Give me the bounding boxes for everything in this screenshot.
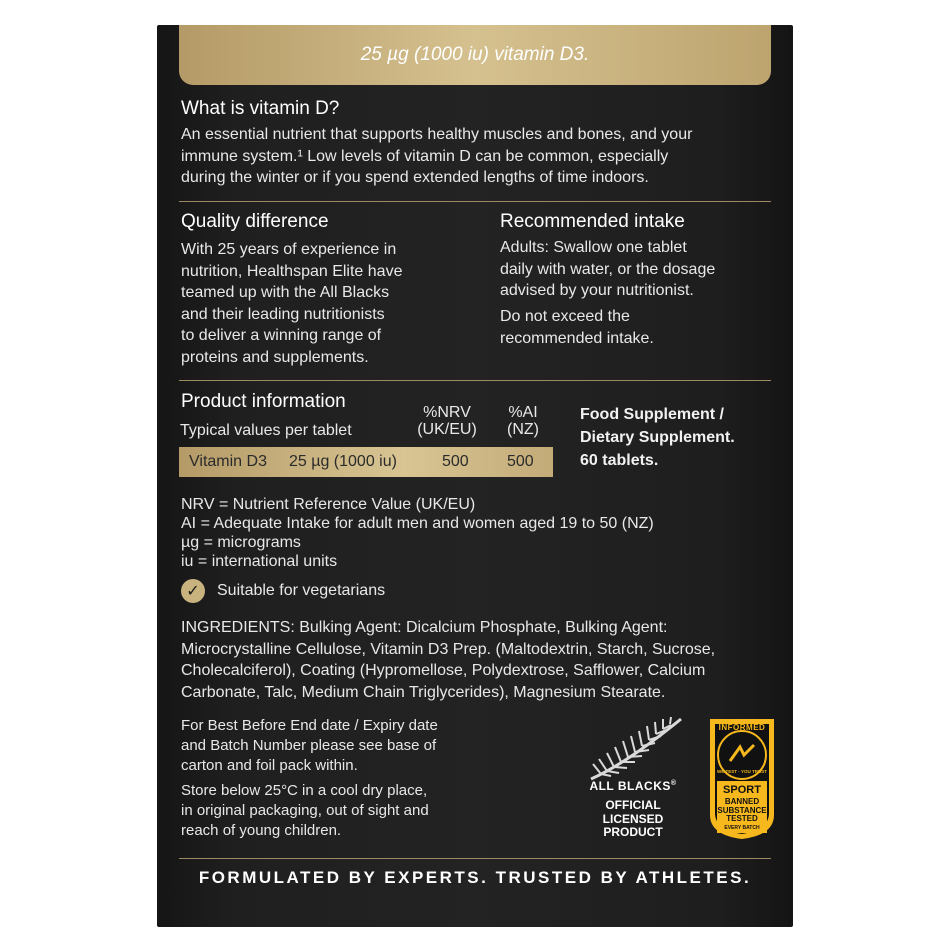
license-line: LICENSED xyxy=(602,811,664,826)
sport-label: SPORT xyxy=(723,784,761,796)
nrv-header-line: %NRV xyxy=(423,404,471,421)
quality-text xyxy=(181,239,402,368)
informed-label: INFORMED xyxy=(718,723,766,732)
best-before-note xyxy=(181,716,438,776)
quality-line: to deliver a winning range of xyxy=(181,327,382,344)
silver-fern-icon xyxy=(577,715,689,783)
storage-line: Store below 25°C in a cool dry place, xyxy=(181,782,428,799)
definition-line: µg = micrograms xyxy=(181,534,301,551)
quality-line: proteins and supplements. xyxy=(181,348,369,366)
all-blacks-name: ALL BLACKS xyxy=(589,779,671,793)
vitamin-name: Vitamin D3 xyxy=(189,453,267,470)
vitamin-nrv: 500 xyxy=(442,453,469,470)
intake-heading: Recommended intake xyxy=(500,211,685,232)
supplement-line: 60 tablets. xyxy=(580,452,659,469)
nrv-header-line: (UK/EU) xyxy=(417,421,477,438)
vitamin-ai: 500 xyxy=(507,453,534,470)
vegetarian-label: Suitable for vegetarians xyxy=(217,582,386,600)
what-line: An essential nutrient that supports healthy muscles and bones, and your xyxy=(181,126,693,143)
quality-heading: Quality difference xyxy=(181,211,329,232)
ai-header-line: (NZ) xyxy=(507,421,539,438)
intake-line: advised by your nutritionist. xyxy=(500,282,694,299)
best-before-line: and Batch Number please see base of xyxy=(181,737,437,754)
ai-header-line: %AI xyxy=(508,404,538,421)
license-line: PRODUCT xyxy=(603,825,663,839)
supplement-info xyxy=(580,403,735,472)
intake-warning xyxy=(500,306,654,349)
ingredients-line: Cholecalciferol), Coating (Hypromellose, Polydextrose, Safflower, Calcium xyxy=(181,662,706,679)
definitions xyxy=(181,495,654,571)
definition-line: NRV = Nutrient Reference Value (UK/EU) xyxy=(181,496,476,513)
what-line: immune system.¹ Low levels of vitamin D can be common, especially xyxy=(181,147,669,165)
intake-text xyxy=(500,237,715,302)
quality-line: nutrition, Healthspan Elite have xyxy=(181,262,403,280)
vegetarian-note xyxy=(181,579,385,603)
quality-line: and their leading nutritionists xyxy=(181,305,385,323)
vitamin-row xyxy=(179,447,553,477)
ingredients xyxy=(181,617,715,703)
all-blacks-logo xyxy=(577,715,689,845)
quality-line: With 25 years of experience in xyxy=(181,241,397,258)
best-before-line: carton and foil pack within. xyxy=(181,757,358,774)
footer-tagline: FORMULATED BY EXPERTS. TRUSTED BY ATHLETES. xyxy=(198,868,752,887)
registered-mark: ® xyxy=(670,780,677,787)
ingredients-line: Microcrystalline Cellulose, Vitamin D3 Prep. (Maltodextrin, Starch, Sucrose, xyxy=(181,640,716,658)
ai-column-header xyxy=(497,404,549,438)
best-before-line: For Best Before End date / Expiry date xyxy=(181,717,438,734)
informed-sport-badge xyxy=(706,715,778,841)
checkmark-icon: ✓ xyxy=(181,579,205,603)
intake-line: recommended intake. xyxy=(500,329,654,347)
definition-line: AI = Adequate Intake for adult men and women aged 19 to 50 (NZ) xyxy=(181,515,654,532)
quality-line: teamed up with the All Blacks xyxy=(181,284,390,301)
product-subheading: Typical values per tablet xyxy=(180,422,352,439)
divider xyxy=(179,858,771,859)
supplement-line: Dietary Supplement. xyxy=(580,429,735,446)
supplement-line: Food Supplement / xyxy=(580,406,724,423)
intake-line: Do not exceed the xyxy=(500,308,630,325)
intake-line: Adults: Swallow one tablet xyxy=(500,239,687,256)
vitamin-amount: 25 µg (1000 iu) xyxy=(289,453,397,470)
divider xyxy=(179,201,771,202)
what-line: during the winter or if you spend extended lengths of time indoors. xyxy=(181,169,649,186)
divider xyxy=(179,380,771,381)
what-text xyxy=(181,124,692,189)
storage-line: in original packaging, out of sight and xyxy=(181,802,429,819)
nrv-column-header xyxy=(413,404,481,438)
ingredients-line: INGREDIENTS: Bulking Agent: Dicalcium Phosphate, Bulking Agent: xyxy=(181,619,668,636)
dose-banner xyxy=(179,25,771,85)
what-heading: What is vitamin D? xyxy=(181,98,340,119)
definition-line: iu = international units xyxy=(181,553,338,570)
badge-line: EVERY BATCH xyxy=(724,824,760,831)
badge-line: BANNED xyxy=(724,797,760,806)
informed-tagline: WE TEST · YOU TRUST xyxy=(717,769,767,774)
badge-line: SUBSTANCE xyxy=(717,805,767,815)
storage-line: reach of young children. xyxy=(181,822,342,839)
badge-line: TESTED xyxy=(726,814,758,823)
ingredients-line: Carbonate, Talc, Medium Chain Triglycerides), Magnesium Stearate. xyxy=(181,683,666,701)
storage-note xyxy=(181,781,429,841)
product-heading: Product information xyxy=(181,391,346,412)
license-line: OFFICIAL xyxy=(605,798,661,812)
product-box-back xyxy=(157,25,793,927)
intake-line: daily with water, or the dosage xyxy=(500,260,716,278)
dose-banner-text: 25 µg (1000 iu) vitamin D3. xyxy=(360,44,590,65)
